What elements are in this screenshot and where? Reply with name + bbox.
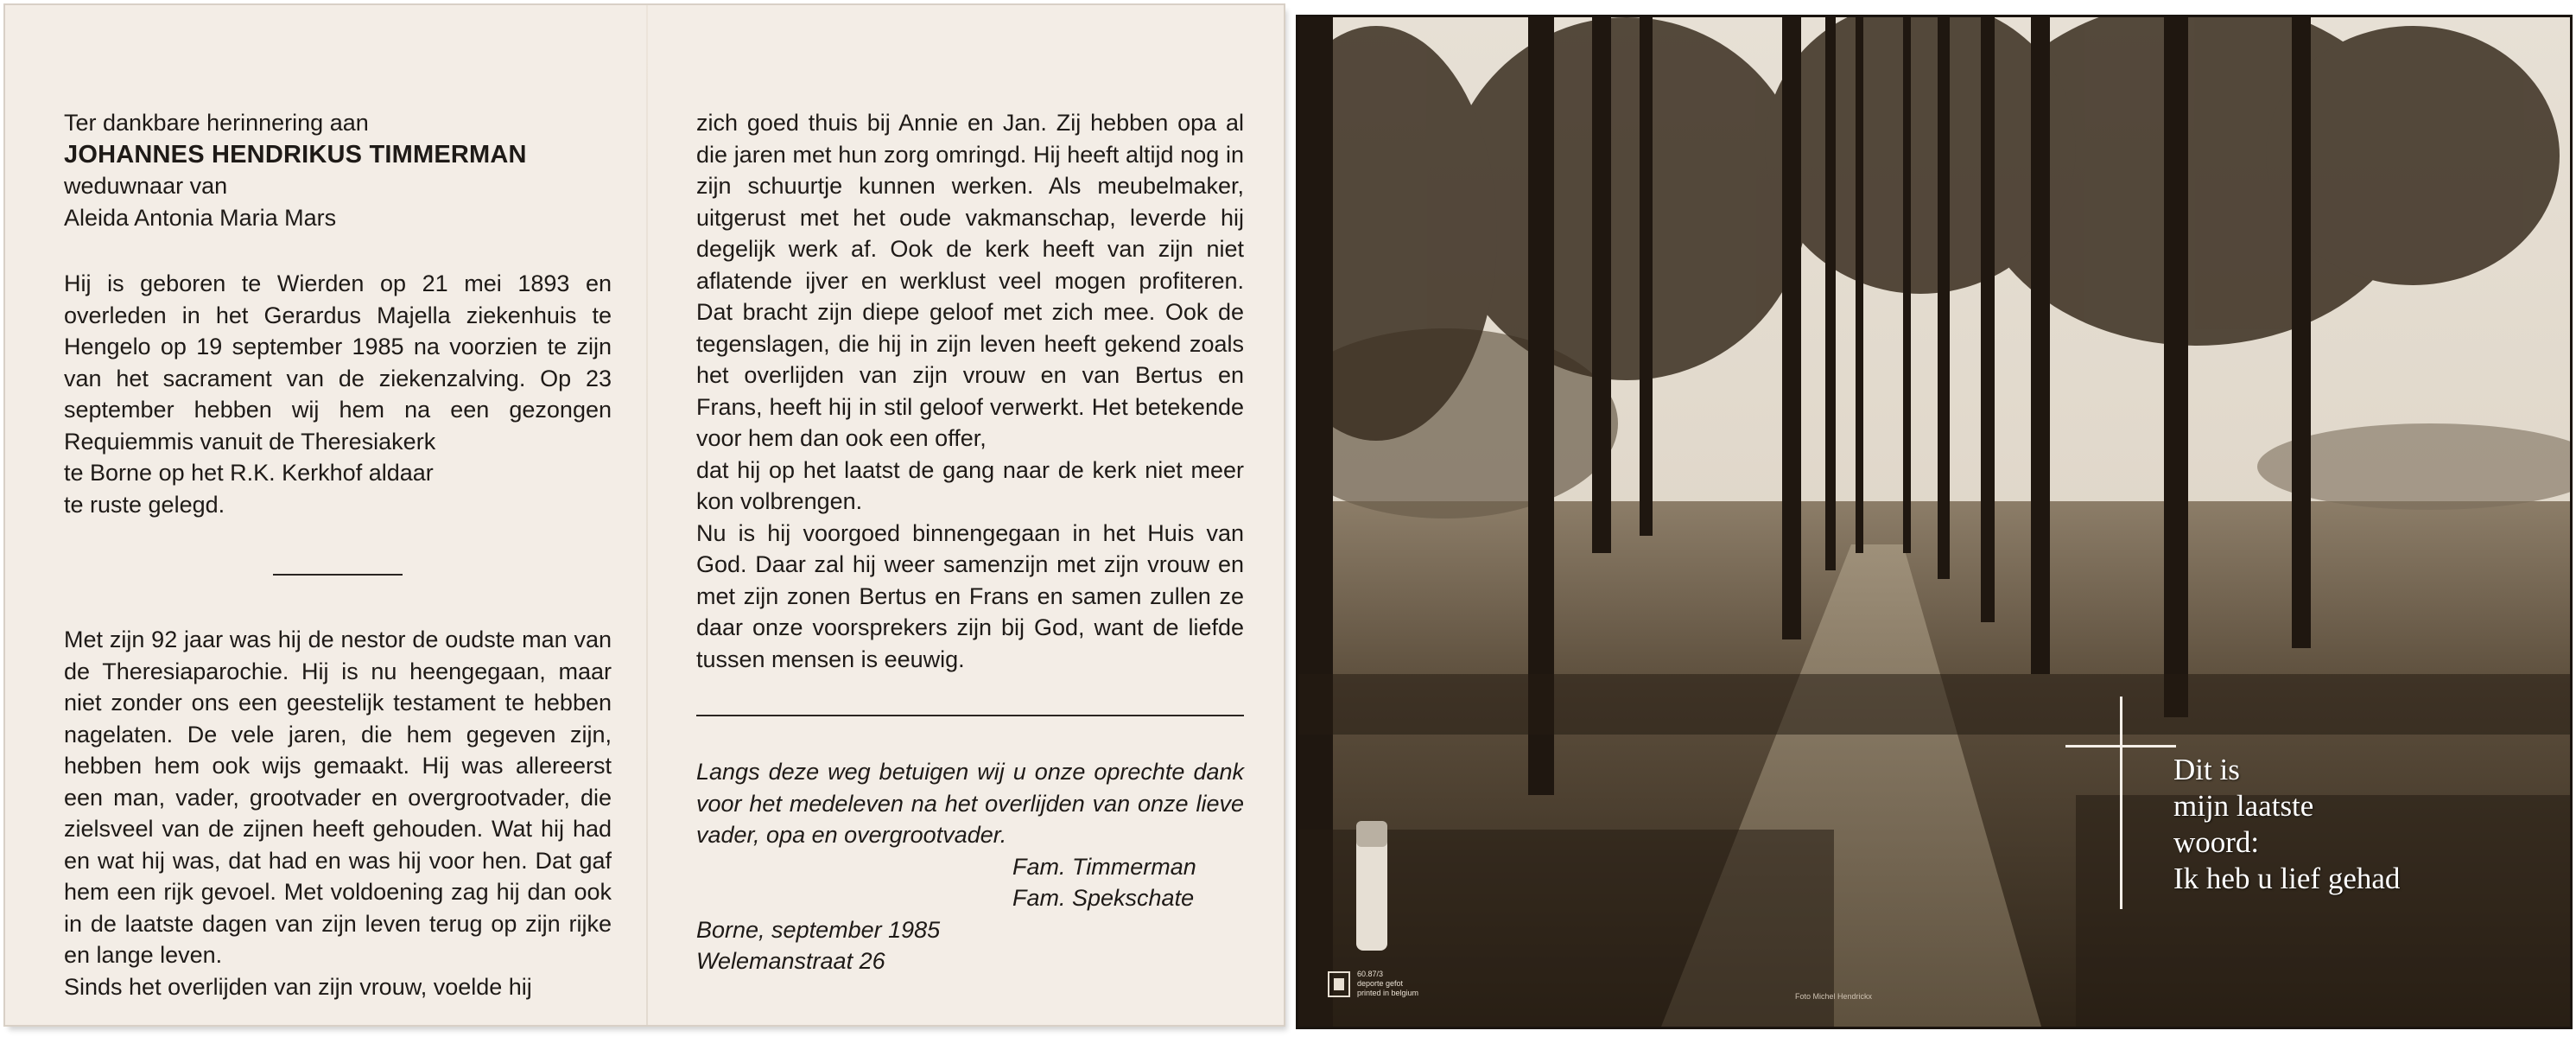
memorial-card-inner — [5, 5, 1284, 1025]
memorial-photo-tree-lane — [1298, 17, 2570, 1027]
place-and-date — [696, 914, 1244, 977]
card-fold — [646, 5, 648, 1025]
publisher-line-3: printed in belgium — [1357, 989, 1419, 997]
deceased-name: JOHANNES HENDRIKUS TIMMERMAN — [64, 140, 527, 169]
publisher-line-1: 60.87/3 — [1357, 970, 1384, 978]
thanks-text: Langs deze weg betuigen wij u onze oprechte dank voor het medeleven na het overlijden van onze lieve vader, opa en overgrootvader. — [696, 759, 1244, 848]
publisher-line-2: deporte gefot — [1357, 979, 1404, 988]
bio-paragraph-1-tail-1: te Borne op het R.K. Kerkhof aldaar — [64, 460, 434, 486]
place-date-line: Borne, september 1985 — [696, 916, 941, 943]
bio-paragraph-1-tail-2: te ruste gelegd. — [64, 491, 225, 518]
verse-line-1: Dit is — [2173, 753, 2240, 786]
address-line: Welemanstraat 26 — [696, 948, 885, 974]
publisher-logo-icon — [1328, 971, 1350, 997]
spouse-name: Aleida Antonia Maria Mars — [64, 204, 337, 231]
intro-line: Ter dankbare herinnering aan — [64, 110, 369, 136]
bio-paragraph-2-last-line: Sinds het overlijden van zijn vrouw, voelde hij — [64, 973, 532, 1000]
right-paragraph-1: zich goed thuis bij Annie en Jan. Zij hebben opa al die jaren met hun zorg omringd. Hij heeft altijd nog in zijn schuurtje kunnen werken. Als meubelmaker, uitgerust met het oude vakmanschap, leverde hij degelijk werk af. Ook de kerk heeft van zijn niet aflatende ijver en werklust veel mogen profiteren. Dat bracht zijn diepe geloof met zich mee. Ook de tegenslagen, die hij in zijn leven heeft gekend zoals het overlijden van zijn vrouw en van Bertus en Frans, heeft hij in stil geloof verwerkt. Het betekende voor hem dan ook een offer, — [696, 110, 1244, 451]
photo-credit: Foto Michel Hendrickx — [1795, 992, 1873, 1001]
memorial-verse — [2173, 752, 2400, 897]
cross-icon-bar — [2065, 745, 2176, 748]
widower-of — [64, 170, 612, 233]
right-page — [696, 107, 1244, 977]
right-paragraph-2: dat hij op het laatst de gang naar de kerk niet meer kon volbrengen. — [696, 456, 1244, 514]
verse-line-2: mijn laatste — [2173, 789, 2314, 823]
verse-line-4: Ik heb u lief gehad — [2173, 862, 2401, 895]
signature-line-2: Fam. Spekschate — [1012, 885, 1195, 911]
verse-line-3: woord: — [2173, 825, 2260, 859]
bio-paragraph-1: Hij is geboren te Wierden op 21 mei 1893 en overleden in het Gerardus Majella ziekenhuis te Hengelo op 19 september 1985 na voorzien te zijn van het sacrament van de ziekenzalving. Op 23 september hebben wij hem na een gezongen Requiemmis vanuit de Theresiakerk — [64, 270, 612, 455]
short-divider — [273, 574, 403, 576]
widower-label: weduwnaar van — [64, 173, 228, 199]
right-paragraph-3: Nu is hij voorgoed binnengegaan in het Huis van God. Daar zal hij weer samenzijn met zijn vrouw en met zijn zonen Bertus en Frans en samen zullen ze daar onze voorsprekers zijn bij God, want de liefde tussen mensen is eeuwig. — [696, 519, 1244, 672]
cross-icon — [2120, 697, 2122, 909]
bio-paragraph-2: Met zijn 92 jaar was hij de nestor de oudste man van de Theresiaparochie. Hij is nu heengegaan, maar niet zonder ons een geestelijk testament te hebben nagelaten. De vele jaren, die hem gegeven zijn, hebben hem ook wijs gemaakt. Hij was allereerst een man, vader, grootvader en overgrootvader, die zielsveel van de zijnen heeft gehouden. Wat hij had en wat hij was, dat had en was hij voor hen. Dat gaf hem een rijk gevoel. Met voldoening zag hij dan ook in de laatste dagen van zijn leven terug op zijn rijke en lange leven. — [64, 627, 612, 968]
signature-line-1: Fam. Timmerman — [1012, 853, 1196, 880]
long-divider — [696, 715, 1244, 716]
family-signature — [696, 851, 1244, 914]
left-page — [64, 107, 612, 1002]
